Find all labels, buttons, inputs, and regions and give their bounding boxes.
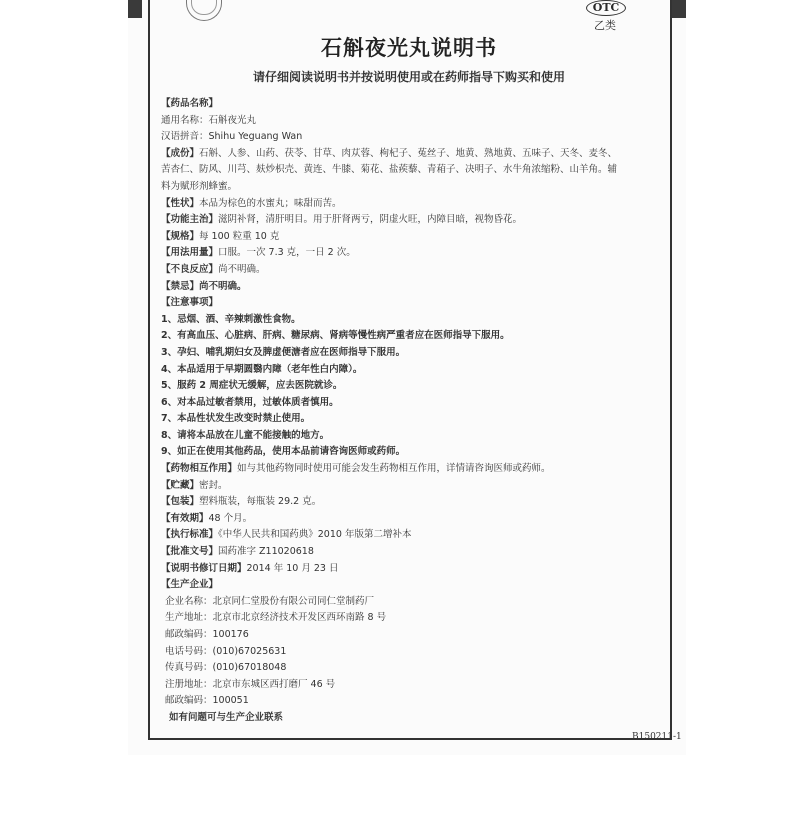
leaflet-line: [161, 494, 665, 511]
section-heading: 【不良反应】: [161, 263, 219, 275]
line-text: 密封。: [199, 479, 228, 491]
leaflet-line: [161, 279, 665, 296]
line-text: 如与其他药物同时使用可能会发生药物相互作用，详情请咨询医师或药师。: [237, 463, 551, 475]
line-text: 【注意事项】: [161, 297, 219, 309]
section-heading: 【批准文号】: [161, 546, 219, 558]
background-edge-left: [128, 0, 142, 18]
line-text: 注册地址：北京市东城区西打磨厂 46 号: [165, 678, 336, 690]
line-text: 邮政编码：100051: [165, 695, 249, 707]
leaflet-line: [161, 627, 665, 644]
leaflet-line: [161, 577, 665, 594]
leaflet-line: [161, 544, 665, 561]
line-text: 3、孕妇、哺乳期妇女及脾虚便溏者应在医师指导下服用。: [161, 346, 406, 358]
leaflet-line: [161, 660, 665, 677]
leaflet-line: [161, 428, 665, 445]
document-title: 石斛夜光丸说明书: [321, 36, 497, 60]
line-text: 9、如正在使用其他药品，使用本品前请咨询医师或药师。: [161, 446, 406, 458]
leaflet-line: [161, 295, 665, 312]
line-text: 5、服药 2 周症状无缓解，应去医院就诊。: [161, 380, 343, 392]
leaflet-line: [161, 461, 665, 478]
line-text: 4、本品适用于早期圆翳内障（老年性白内障）。: [161, 363, 363, 375]
section-heading: 【说明书修订日期】: [161, 562, 247, 574]
section-heading: 【规格】: [161, 230, 200, 242]
leaflet-line: [161, 113, 665, 130]
leaflet-line: [161, 129, 665, 146]
line-text: 2、有高血压、心脏病、肝病、糖尿病、肾病等慢性病严重者应在医师指导下服用。: [161, 330, 510, 342]
leaflet-line: [161, 644, 665, 661]
line-text: 电话号码：(010)67025631: [165, 645, 287, 657]
leaflet-line: [161, 196, 665, 213]
leaflet-line: [161, 96, 665, 113]
leaflet-line: [161, 527, 665, 544]
line-text: 生产地址：北京市北京经济技术开发区西环南路 8 号: [165, 612, 387, 624]
line-text: 滋阴补肾，清肝明目。用于肝肾两亏，阴虚火旺，内障目暗，视物昏花。: [218, 214, 523, 226]
line-text: 塑料瓶装，每瓶装 29.2 克。: [199, 496, 322, 508]
leaflet-line: [161, 312, 665, 329]
line-text: 料为赋形剂蜂蜜。: [161, 180, 238, 192]
leaflet-line: [161, 444, 665, 461]
line-text: 尚不明确。: [218, 263, 266, 275]
leaflet-line: [161, 245, 665, 262]
section-heading: 【禁忌】: [161, 280, 200, 292]
leaflet-line: [161, 677, 665, 694]
line-text: 8、请将本品放在儿童不能接触的地方。: [161, 429, 330, 441]
line-text: 2014 年 10 月 23 日: [246, 562, 339, 574]
line-text: 石斛、人参、山药、茯苓、甘草、肉苁蓉、枸杞子、菟丝子、地黄、熟地黄、五味子、天冬、麦冬、: [199, 147, 618, 159]
line-text: 汉语拼音：Shihu Yeguang Wan: [161, 131, 303, 143]
line-text: 传真号码：(010)67018048: [165, 662, 287, 674]
section-heading: 【有效期】: [161, 512, 209, 524]
line-text: 国药准字 Z11020618: [218, 546, 314, 558]
line-text: 每 100 粒重 10 克: [199, 230, 280, 242]
leaflet-line: [161, 146, 665, 163]
line-text: 7、本品性状发生改变时禁止使用。: [161, 413, 311, 425]
section-heading: 【药物相互作用】: [161, 463, 238, 475]
leaflet-line: [161, 345, 665, 362]
leaflet-line: [161, 511, 665, 528]
print-code: B150211-1: [632, 732, 682, 742]
line-text: 1、忌烟、酒、辛辣刺激性食物。: [161, 313, 301, 325]
line-text: 【生产企业】: [161, 579, 219, 591]
section-heading: 【贮藏】: [161, 479, 200, 491]
line-text: 邮政编码：100176: [165, 629, 249, 640]
document-subtitle: 请仔细阅读说明书并按说明使用或在药师指导下购买和使用: [252, 70, 565, 84]
line-text: 48 个月。: [208, 512, 253, 524]
section-heading: 【用法用量】: [161, 247, 219, 259]
line-text: 《中华人民共和国药典》2010 年版第二增补本: [218, 529, 412, 541]
drug-category-label: 乙类: [594, 19, 616, 32]
leaflet-line: [161, 610, 665, 627]
section-heading: 【成份】: [161, 147, 200, 159]
leaflet-line: [161, 478, 665, 495]
leaflet-line: [161, 262, 665, 279]
leaflet-body: [161, 96, 665, 727]
leaflet-line: [161, 561, 665, 578]
leaflet-line: [161, 411, 665, 428]
leaflet-line: [161, 179, 665, 196]
leaflet-line: [161, 212, 665, 229]
leaflet-line: [161, 229, 665, 246]
line-text: 通用名称：石斛夜光丸: [161, 114, 257, 126]
line-text: 本品为棕色的水蜜丸；味甜而苦。: [199, 197, 342, 209]
line-text: 如有问题可与生产企业联系: [169, 711, 284, 723]
leaflet-line: [161, 693, 665, 710]
line-text: 【药品名称】: [161, 98, 219, 109]
line-text: 企业名称：北京同仁堂股份有限公司同仁堂制药厂: [165, 595, 375, 607]
leaflet-line: [161, 710, 665, 727]
section-heading: 【性状】: [161, 197, 200, 209]
otc-badge: OTC: [586, 0, 626, 16]
leaflet-line: [161, 594, 665, 611]
leaflet-line: [161, 362, 665, 379]
leaflet-line: [161, 328, 665, 345]
line-text: 6、对本品过敏者禁用，过敏体质者慎用。: [161, 396, 339, 408]
leaflet-line: [161, 395, 665, 412]
section-heading: 【执行标准】: [161, 529, 219, 541]
leaflet-line: [161, 378, 665, 395]
section-heading: 【功能主治】: [161, 214, 219, 226]
line-text: 尚不明确。: [199, 280, 247, 292]
section-heading: 【包装】: [161, 496, 200, 508]
line-text: 苦杏仁、防风、川芎、麸炒枳壳、黄连、牛膝、菊花、盐蒺藜、青葙子、决明子、水牛角浓缩粉、山羊角。辅: [161, 164, 618, 176]
line-text: 口服。一次 7.3 克，一日 2 次。: [218, 247, 356, 259]
background-edge-right: [670, 0, 686, 18]
leaflet-line: [161, 162, 665, 179]
